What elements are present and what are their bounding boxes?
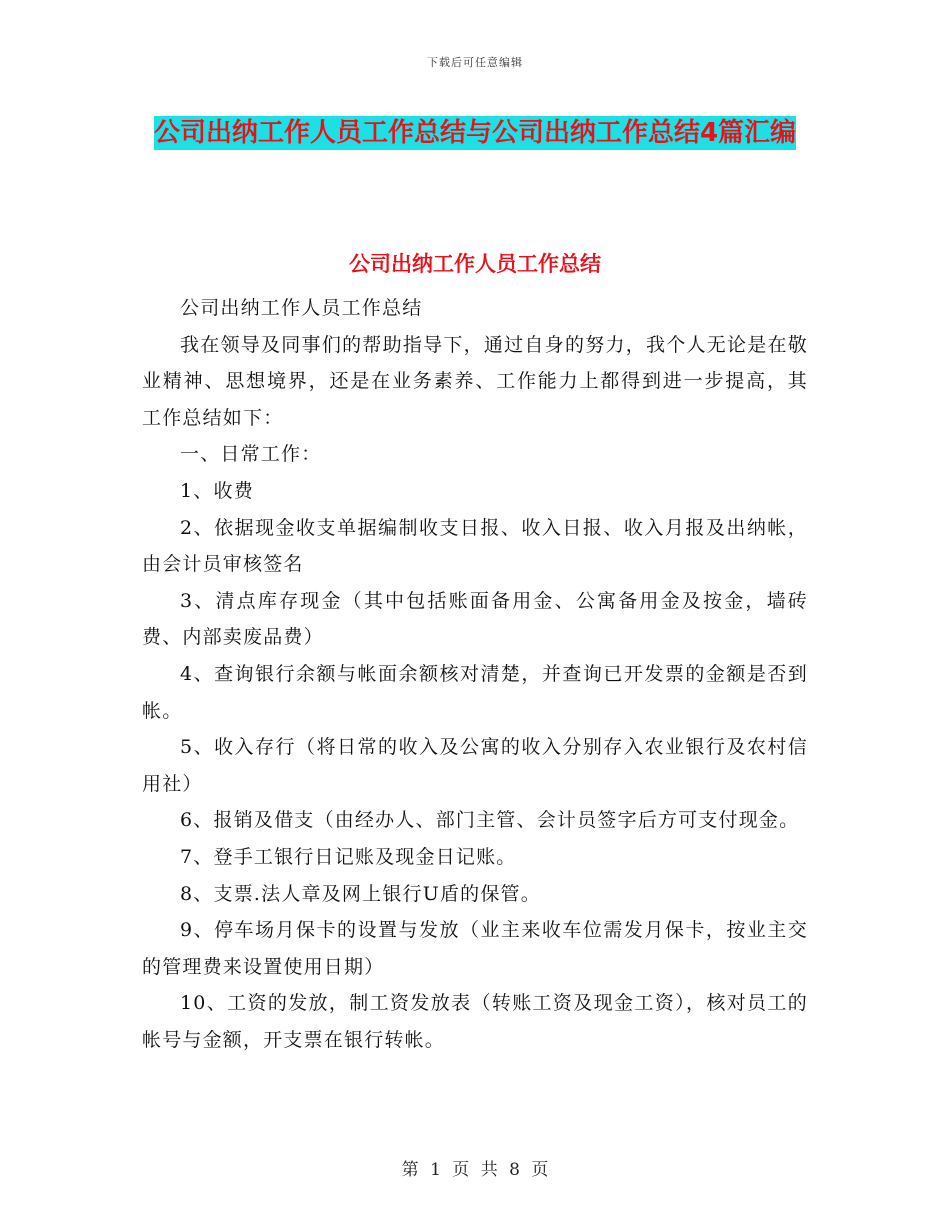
paragraph: 9、停车场月保卡的设置与发放（业主来收车位需发月保卡，按业主交的管理费来设置使用日期） bbox=[142, 919, 808, 978]
paragraph: 4、查询银行余额与帐面余额核对清楚，并查询已开发票的金额是否到帐。 bbox=[142, 662, 808, 722]
paragraph: 6、报销及借支（由经办人、部门主管、会计员签字后方可支付现金。 bbox=[180, 809, 800, 832]
page-footer: 第 1 页 共 8 页 bbox=[401, 1160, 549, 1180]
paragraph: 1、收费 bbox=[180, 479, 254, 502]
section-title: 公司出纳工作人员工作总结 bbox=[349, 252, 601, 276]
paragraph: 2、依据现金收支单据编制收支日报、收入日报、收入月报及出纳帐，由会计员审核签名 bbox=[142, 516, 808, 576]
paragraph: 5、收入存行（将日常的收入及公寓的收入分别存入农业银行及农村信用社） bbox=[142, 736, 808, 795]
document-title bbox=[140, 110, 810, 156]
paragraph: 我在领导及同事们的帮助指导下，通过自身的努力，我个人无论是在敬业精神、思想境界，还是在业务素养、工作能力上都得到进一步提高，其工作总结如下： bbox=[142, 333, 808, 429]
paragraph: 8、支票.法人章及网上银行U盾的保管。 bbox=[180, 882, 541, 905]
header-note: 下载后可任意编辑 bbox=[427, 56, 523, 69]
paragraph: 一、日常工作： bbox=[180, 443, 322, 466]
paragraph: 3、清点库存现金（其中包括账面备用金、公寓备用金及按金，墙砖费、内部卖废品费） bbox=[142, 589, 808, 649]
document-body bbox=[142, 290, 808, 1058]
document-title-text: 公司出纳工作人员工作总结与公司出纳工作总结4篇汇编 bbox=[153, 118, 797, 148]
paragraph: 7、登手工银行日记账及现金日记账。 bbox=[180, 845, 517, 868]
paragraph: 10、工资的发放，制工资发放表（转账工资及现金工资），核对员工的帐号与金额，开支票在银行转帐。 bbox=[142, 992, 808, 1051]
paragraph: 公司出纳工作人员工作总结 bbox=[180, 297, 423, 319]
